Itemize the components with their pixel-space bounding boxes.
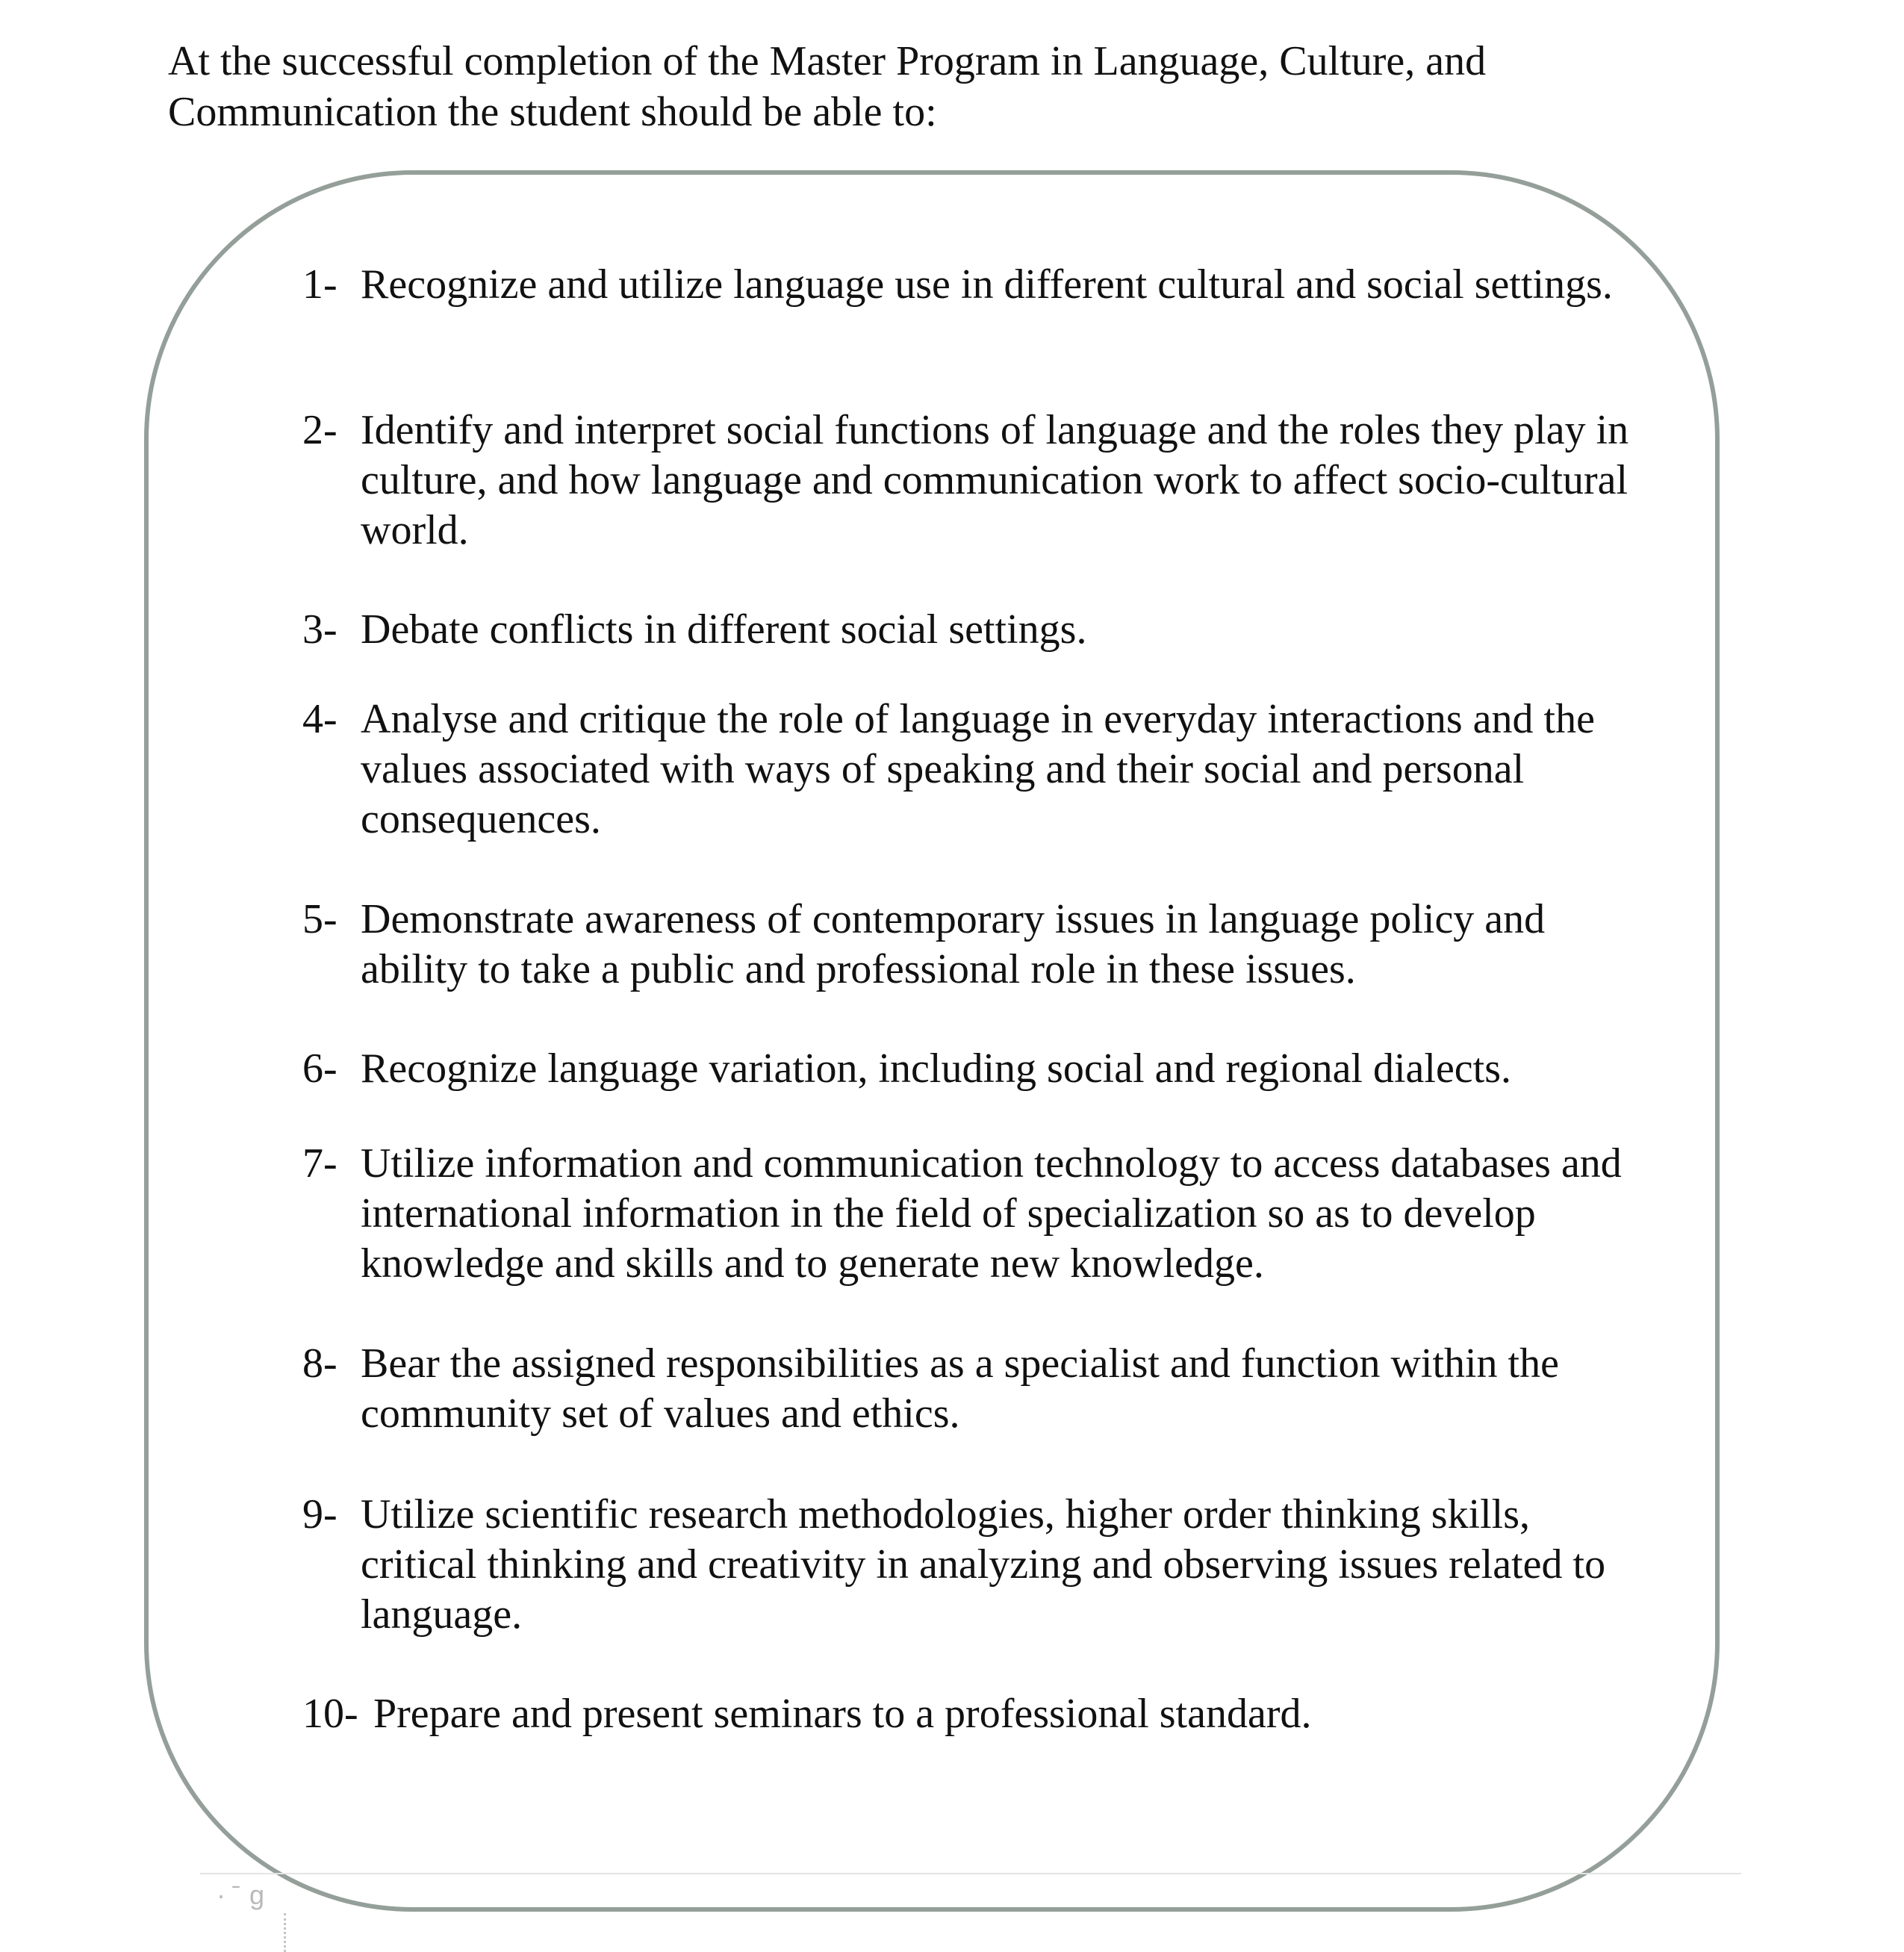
outcome-text: Recognize language variation, including social and regional dialects. — [361, 1045, 1512, 1092]
outcome-text: Demonstrate awareness of contemporary issues in language policy and ability to take a public and professional role in these issues. — [361, 896, 1546, 992]
outcome-number: 5- — [302, 896, 337, 942]
outcome-number: 10- — [302, 1691, 358, 1737]
outcome-item-4 — [302, 694, 1646, 845]
outcome-text: Analyse and critique the role of language in everyday interactions and the values associated with ways of speaking and their social and personal consequences. — [361, 696, 1595, 842]
footer-partial-text: · ̄ g — [217, 1880, 268, 1910]
outcome-number: 8- — [302, 1340, 337, 1387]
intro-paragraph: At the successful completion of the Master Program in Language, Culture, and Communication the student should be able to: — [168, 38, 1487, 135]
footer-divider — [200, 1873, 1741, 1874]
outcome-item-1 — [302, 260, 1646, 310]
outcome-number: 9- — [302, 1491, 337, 1538]
outcome-item-5 — [302, 895, 1646, 995]
footer-page-mark — [217, 1880, 329, 1952]
outcome-text: Utilize information and communication technology to access databases and international information in the field of specialization so as to develop knowledge and skills and to generate new knowledge. — [361, 1140, 1622, 1287]
outcome-number: 3- — [302, 606, 337, 653]
outcome-item-3 — [302, 605, 1646, 655]
outcome-item-7 — [302, 1139, 1646, 1289]
outcome-text: Recognize and utilize language use in different cultural and social settings. — [361, 261, 1613, 308]
outcome-item-2 — [302, 405, 1646, 556]
outcome-number: 2- — [302, 407, 337, 453]
outcome-number: 4- — [302, 696, 337, 742]
outcome-text: Utilize scientific research methodologies, higher order thinking skills, critical thinking and creativity in analyzing and observing issues related to language. — [361, 1491, 1606, 1638]
outcome-text: Identify and interpret social functions of language and the roles they play in culture, and how language and communication work to affect socio-cultural world. — [361, 407, 1629, 553]
outcome-number: 6- — [302, 1045, 337, 1092]
outcome-text: Debate conflicts in different social settings. — [361, 606, 1087, 653]
outcome-item-9 — [302, 1490, 1646, 1640]
outcome-number: 7- — [302, 1140, 337, 1187]
outcome-number: 1- — [302, 261, 337, 308]
outcome-text: Bear the assigned responsibilities as a specialist and function within the community set of values and ethics. — [361, 1340, 1559, 1437]
outcome-item-8 — [302, 1339, 1646, 1439]
footer-dotted-mark — [284, 1913, 287, 1952]
outcome-text: Prepare and present seminars to a professional standard. — [373, 1691, 1312, 1737]
outcome-item-6 — [302, 1044, 1646, 1094]
outcome-item-10 — [302, 1689, 1646, 1739]
